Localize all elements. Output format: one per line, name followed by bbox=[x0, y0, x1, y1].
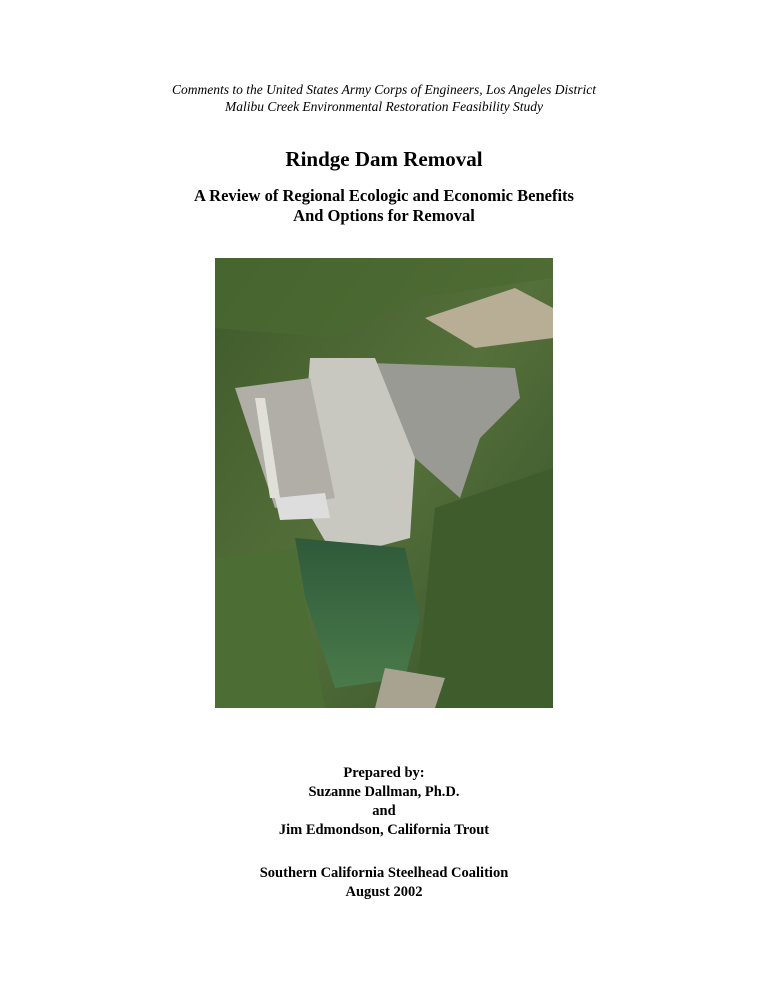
dam-photo bbox=[215, 258, 553, 708]
header-line-1: Comments to the United States Army Corps of Engineers, Los Angeles District bbox=[172, 82, 596, 97]
organization: Southern California Steelhead Coalition bbox=[259, 865, 509, 881]
subtitle-line-1: A Review of Regional Ecologic and Economic Benefits bbox=[194, 186, 574, 205]
prepared-by-block bbox=[0, 764, 768, 840]
header-comments bbox=[0, 81, 768, 115]
author-conjunction: and bbox=[372, 803, 396, 819]
header-line-2: Malibu Creek Environmental Restoration Feasibility Study bbox=[224, 99, 544, 114]
publication-date: August 2002 bbox=[345, 884, 423, 900]
footer-block bbox=[0, 864, 768, 902]
author-1: Suzanne Dallman, Ph.D. bbox=[308, 784, 460, 800]
document-subtitle bbox=[0, 186, 768, 226]
prepared-by-label: Prepared by: bbox=[343, 765, 425, 781]
document-title: Rindge Dam Removal bbox=[285, 147, 483, 171]
author-2: Jim Edmondson, California Trout bbox=[278, 822, 490, 838]
subtitle-line-2: And Options for Removal bbox=[293, 206, 475, 225]
